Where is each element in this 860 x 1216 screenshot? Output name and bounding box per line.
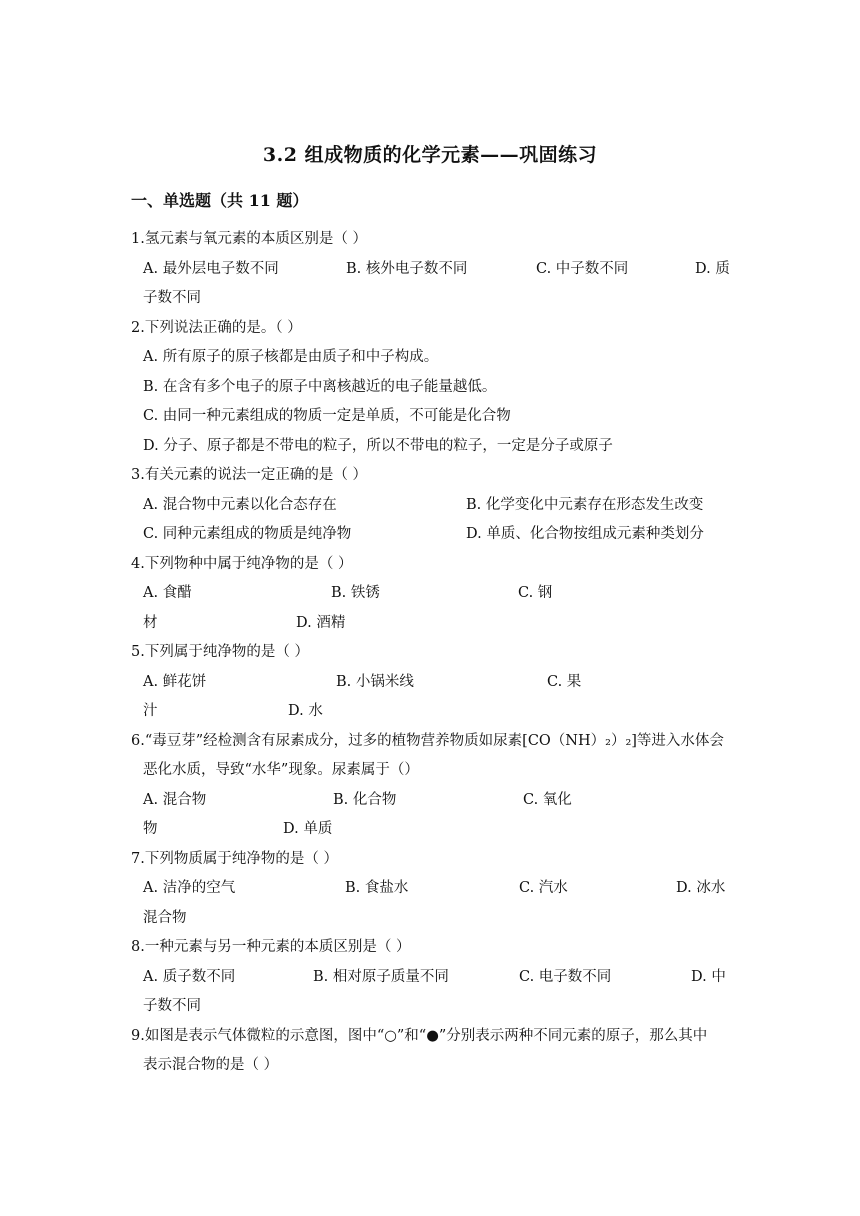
- q6-option-a[interactable]: A. 混合物: [143, 792, 207, 808]
- q7-option-b[interactable]: B. 食盐水: [345, 880, 409, 896]
- question-9-stem: 9.如图是表示气体微粒的示意图，图中“○”和“●”分别表示两种不同元素的原子，那么其中: [131, 1028, 708, 1044]
- q2-option-b[interactable]: B. 在含有多个电子的原子中离核越近的电子能量越低。: [143, 379, 497, 395]
- q5-option-b[interactable]: B. 小锅米线: [336, 674, 414, 690]
- q3-option-c[interactable]: C. 同种元素组成的物质是纯净物: [143, 526, 352, 542]
- q2-option-d[interactable]: D. 分子、原子都是不带电的粒子，所以不带电的粒子，一定是分子或原子: [143, 438, 613, 454]
- q8-option-c[interactable]: C. 电子数不同: [519, 969, 612, 985]
- q1-option-c[interactable]: C. 中子数不同: [536, 261, 629, 277]
- q8-option-d[interactable]: D. 中: [691, 969, 726, 985]
- q6-option-c-continued: 物: [143, 821, 158, 837]
- q7-option-d[interactable]: D. 冰水: [676, 880, 726, 896]
- q3-option-d[interactable]: D. 单质、化合物按组成元素种类划分: [466, 526, 704, 542]
- q6-option-d[interactable]: D. 单质: [283, 821, 333, 837]
- q8-option-a[interactable]: A. 质子数不同: [143, 969, 236, 985]
- q5-option-c-continued: 汁: [143, 703, 158, 719]
- q4-option-c[interactable]: C. 钢: [518, 585, 553, 601]
- question-6-stem: 6.“毒豆芽”经检测含有尿素成分，过多的植物营养物质如尿素[CO（NH）₂）₂]等进入水体会: [131, 733, 724, 749]
- q1-option-b[interactable]: B. 核外电子数不同: [346, 261, 468, 277]
- q8-option-b[interactable]: B. 相对原子质量不同: [313, 969, 449, 985]
- q2-option-a[interactable]: A. 所有原子的原子核都是由质子和中子构成。: [143, 349, 439, 365]
- q5-option-a[interactable]: A. 鲜花饼: [143, 674, 207, 690]
- q3-option-a[interactable]: A. 混合物中元素以化合态存在: [143, 497, 337, 513]
- question-6-stem-continued: 恶化水质，导致“水华”现象。尿素属于（）: [143, 762, 419, 778]
- q5-option-d[interactable]: D. 水: [288, 703, 323, 719]
- question-2-stem: 2.下列说法正确的是。（ ）: [131, 320, 302, 336]
- q4-option-c-continued: 材: [143, 615, 158, 631]
- q4-option-d[interactable]: D. 酒精: [296, 615, 346, 631]
- q1-option-d[interactable]: D. 质: [695, 261, 730, 277]
- page-title: 3.2 组成物质的化学元素——巩固练习: [262, 144, 598, 166]
- q6-option-c[interactable]: C. 氧化: [523, 792, 572, 808]
- q7-option-d-continued: 混合物: [143, 910, 187, 926]
- question-8-stem: 8.一种元素与另一种元素的本质区别是（ ）: [131, 939, 411, 955]
- question-3-stem: 3.有关元素的说法一定正确的是（ ）: [131, 467, 367, 483]
- q4-option-a[interactable]: A. 食醋: [143, 585, 192, 601]
- q5-option-c[interactable]: C. 果: [547, 674, 582, 690]
- q1-option-d-continued: 子数不同: [143, 290, 201, 306]
- q6-option-b[interactable]: B. 化合物: [333, 792, 397, 808]
- q1-option-a[interactable]: A. 最外层电子数不同: [143, 261, 279, 277]
- q2-option-c[interactable]: C. 由同一种元素组成的物质一定是单质，不可能是化合物: [143, 408, 511, 424]
- question-5-stem: 5.下列属于纯净物的是（ ）: [131, 644, 309, 660]
- q7-option-c[interactable]: C. 汽水: [519, 880, 568, 896]
- q3-option-b[interactable]: B. 化学变化中元素存在形态发生改变: [466, 497, 704, 513]
- question-9-stem-continued: 表示混合物的是（ ）: [143, 1057, 279, 1073]
- section-heading: 一、单选题（共 11 题）: [131, 191, 309, 210]
- question-4-stem: 4.下列物种中属于纯净物的是（ ）: [131, 556, 353, 572]
- q4-option-b[interactable]: B. 铁锈: [331, 585, 380, 601]
- question-7-stem: 7.下列物质属于纯净物的是（ ）: [131, 851, 338, 867]
- q8-option-d-continued: 子数不同: [143, 998, 201, 1014]
- q7-option-a[interactable]: A. 洁净的空气: [143, 880, 236, 896]
- question-1-stem: 1.氢元素与氧元素的本质区别是（ ）: [131, 231, 367, 247]
